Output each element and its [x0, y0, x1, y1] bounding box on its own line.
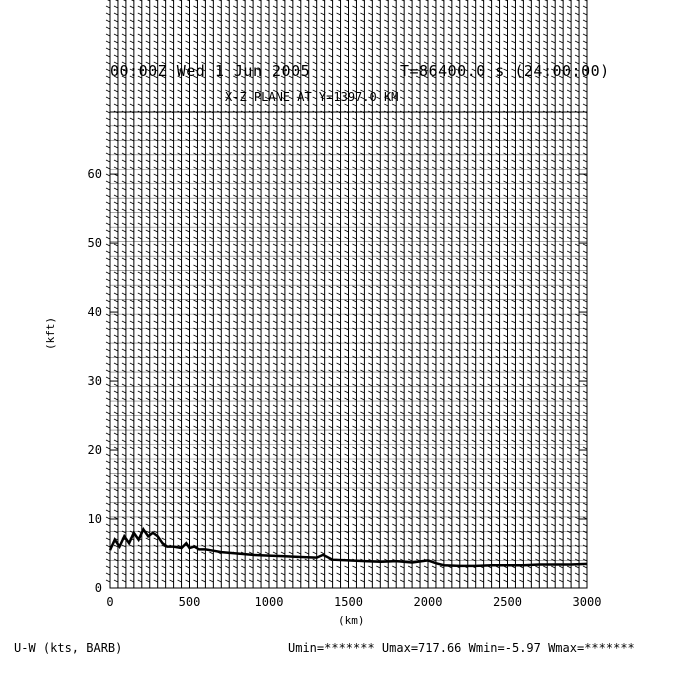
- barb-flags: [297, 0, 301, 582]
- barb-flags: [265, 0, 269, 582]
- barb-flags: [496, 0, 500, 582]
- barb-flags: [241, 0, 245, 582]
- barb-flags: [186, 0, 190, 582]
- barb-flags: [543, 0, 547, 582]
- barb-flags: [154, 0, 158, 582]
- barb-flags: [193, 0, 197, 582]
- barb-flags: [273, 0, 277, 582]
- barb-flags: [368, 0, 372, 582]
- barb-flags: [392, 0, 396, 582]
- barb-flags: [416, 0, 420, 582]
- barb-flags: [178, 0, 182, 582]
- barb-flags: [408, 0, 412, 582]
- x-tick-label: 500: [178, 595, 201, 609]
- barb-flags: [337, 0, 341, 582]
- tick-layer: [88, 112, 602, 609]
- barb-flags: [535, 0, 539, 582]
- stats-label: Umin=******* Umax=717.66 Wmin=-5.97 Wmax=*******: [288, 641, 635, 655]
- y-axis-label: (kft): [44, 316, 57, 350]
- barb-flags: [527, 0, 531, 582]
- barb-flags: [575, 0, 579, 582]
- barb-flags: [146, 0, 150, 582]
- barb-flags: [376, 0, 380, 582]
- y-tick-label: 30: [87, 374, 102, 389]
- barb-flags: [448, 0, 452, 582]
- barb-flags: [249, 0, 253, 582]
- barb-flags: [209, 0, 213, 582]
- barb-flags: [289, 0, 293, 582]
- barb-flags: [519, 0, 523, 582]
- field-label: U-W (kts, BARB): [14, 641, 123, 655]
- x-tick-label: 3000: [572, 595, 602, 609]
- barb-flags: [281, 0, 285, 582]
- barb-flags: [551, 0, 555, 582]
- y-tick-label: 50: [87, 236, 102, 251]
- barb-flags: [122, 0, 126, 582]
- barb-flags: [233, 0, 237, 582]
- barb-flags: [583, 0, 587, 582]
- barb-flags: [440, 0, 444, 582]
- barb-flags: [511, 0, 515, 582]
- barb-flags: [488, 0, 492, 582]
- barb-flags: [345, 0, 349, 582]
- y-tick-label: 20: [87, 443, 102, 458]
- barb-flags: [138, 0, 142, 582]
- barb-flags: [257, 0, 261, 582]
- barb-flags: [472, 0, 476, 582]
- barb-flags: [130, 0, 134, 582]
- barb-flags: [321, 0, 325, 582]
- barb-flags: [424, 0, 428, 582]
- time-label: T=86400.0 s (24:00:00): [400, 62, 610, 80]
- barb-flags: [400, 0, 404, 582]
- x-tick-label: 2500: [493, 595, 522, 609]
- x-tick-label: 2000: [413, 595, 443, 609]
- y-tick-label: 60: [87, 167, 102, 182]
- barb-flags: [464, 0, 468, 582]
- barb-flags: [567, 0, 571, 582]
- barb-flags: [456, 0, 460, 582]
- barb-flags: [305, 0, 309, 582]
- barb-flags: [170, 0, 174, 582]
- y-tick-label: 0: [94, 581, 102, 595]
- barb-flags: [480, 0, 484, 582]
- barb-flags: [384, 0, 388, 582]
- barb-flags: [352, 0, 356, 582]
- barb-flags: [114, 0, 118, 582]
- barb-layer: [106, 0, 587, 588]
- y-tick-label: 40: [87, 305, 102, 320]
- barb-flags: [329, 0, 333, 582]
- barb-flags: [225, 0, 229, 582]
- datetime-label: 00:00Z Wed 1 Jun 2005: [110, 62, 311, 80]
- barb-flags: [504, 0, 508, 582]
- y-tick-label: 10: [87, 512, 102, 527]
- barb-flags: [559, 0, 563, 582]
- barb-flags: [201, 0, 205, 582]
- barb-flags: [360, 0, 364, 582]
- barb-flags: [313, 0, 317, 582]
- barb-flags: [106, 0, 110, 582]
- barb-flags: [162, 0, 166, 582]
- x-tick-label: 0: [106, 595, 114, 609]
- x-tick-label: 1000: [254, 595, 284, 609]
- plane-label: X-Z PLANE AT Y=1397.0 KM: [225, 90, 399, 104]
- barb-flags: [432, 0, 436, 582]
- x-tick-label: 1500: [334, 595, 363, 609]
- x-axis-label: (km): [338, 614, 365, 627]
- barb-flags: [217, 0, 221, 582]
